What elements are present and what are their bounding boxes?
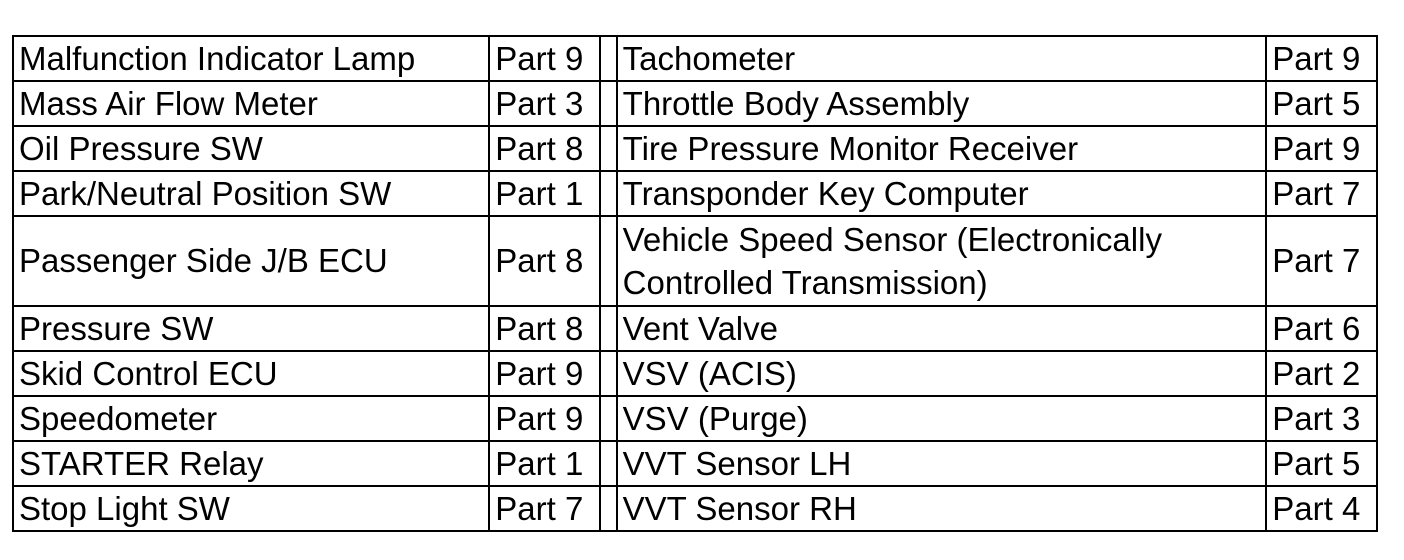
left-part-cell: Part 7 xyxy=(489,486,600,531)
left-component-cell: Passenger Side J/B ECU xyxy=(13,216,489,306)
column-gap xyxy=(600,171,617,216)
column-gap xyxy=(600,441,617,486)
column-gap xyxy=(600,306,617,351)
table-row xyxy=(13,171,1377,216)
left-part-cell: Part 1 xyxy=(489,171,600,216)
left-component-cell: Stop Light SW xyxy=(13,486,489,531)
right-component-cell: Tire Pressure Monitor Receiver xyxy=(617,126,1267,171)
right-component-cell: VSV (ACIS) xyxy=(617,351,1267,396)
right-component-cell: Tachometer xyxy=(617,36,1267,81)
table-row xyxy=(13,126,1377,171)
left-component-cell: STARTER Relay xyxy=(13,441,489,486)
right-part-cell: Part 7 xyxy=(1266,171,1377,216)
left-part-cell: Part 8 xyxy=(489,126,600,171)
right-part-cell: Part 5 xyxy=(1266,441,1377,486)
right-component-cell: Vent Valve xyxy=(617,306,1267,351)
table-row xyxy=(13,36,1377,81)
column-gap xyxy=(600,81,617,126)
right-part-cell: Part 4 xyxy=(1266,486,1377,531)
right-part-cell: Part 9 xyxy=(1266,36,1377,81)
left-component-cell: Park/Neutral Position SW xyxy=(13,171,489,216)
left-part-cell: Part 9 xyxy=(489,351,600,396)
component-index-table xyxy=(12,35,1378,532)
left-part-cell: Part 8 xyxy=(489,216,600,306)
table-row xyxy=(13,441,1377,486)
right-component-cell: VSV (Purge) xyxy=(617,396,1267,441)
right-component-cell: Throttle Body Assembly xyxy=(617,81,1267,126)
right-part-cell: Part 5 xyxy=(1266,81,1377,126)
left-component-cell: Skid Control ECU xyxy=(13,351,489,396)
left-part-cell: Part 9 xyxy=(489,396,600,441)
column-gap xyxy=(600,126,617,171)
left-part-cell: Part 9 xyxy=(489,36,600,81)
left-component-cell: Mass Air Flow Meter xyxy=(13,81,489,126)
left-component-cell: Malfunction Indicator Lamp xyxy=(13,36,489,81)
table-row xyxy=(13,216,1377,306)
column-gap xyxy=(600,351,617,396)
table-row xyxy=(13,81,1377,126)
table-row xyxy=(13,486,1377,531)
column-gap xyxy=(600,486,617,531)
left-part-cell: Part 1 xyxy=(489,441,600,486)
right-component-cell: VVT Sensor LH xyxy=(617,441,1267,486)
column-gap xyxy=(600,36,617,81)
right-part-cell: Part 7 xyxy=(1266,216,1377,306)
column-gap xyxy=(600,216,617,306)
table-row xyxy=(13,306,1377,351)
left-component-cell: Pressure SW xyxy=(13,306,489,351)
left-component-cell: Speedometer xyxy=(13,396,489,441)
left-component-cell: Oil Pressure SW xyxy=(13,126,489,171)
left-part-cell: Part 3 xyxy=(489,81,600,126)
right-component-cell: VVT Sensor RH xyxy=(617,486,1267,531)
table-row xyxy=(13,351,1377,396)
left-part-cell: Part 8 xyxy=(489,306,600,351)
table-row xyxy=(13,396,1377,441)
right-part-cell: Part 9 xyxy=(1266,126,1377,171)
right-part-cell: Part 2 xyxy=(1266,351,1377,396)
right-component-cell: Vehicle Speed Sensor (Electronically Controlled Transmission) xyxy=(617,216,1267,306)
column-gap xyxy=(600,396,617,441)
right-component-cell: Transponder Key Computer xyxy=(617,171,1267,216)
right-part-cell: Part 3 xyxy=(1266,396,1377,441)
right-part-cell: Part 6 xyxy=(1266,306,1377,351)
